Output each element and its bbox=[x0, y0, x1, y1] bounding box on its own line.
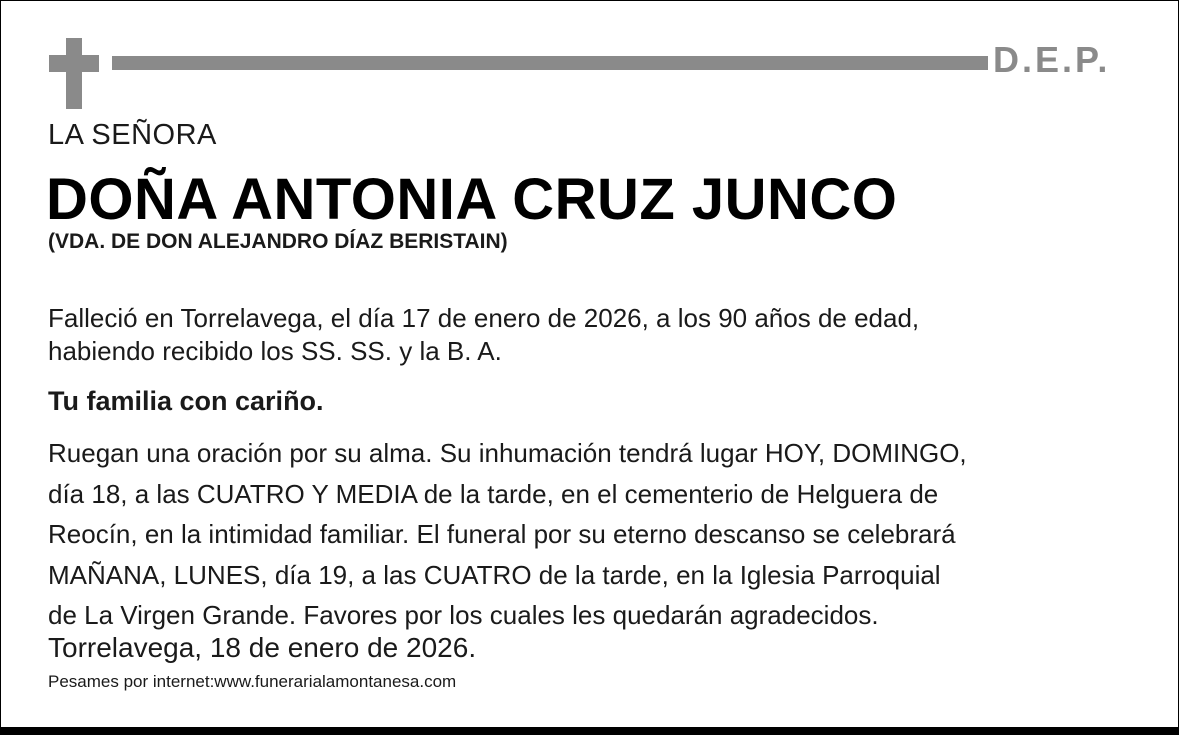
place-date: Torrelavega, 18 de enero de 2026. bbox=[48, 632, 477, 663]
service-line: Ruegan una oración por su alma. Su inhumación tendrá lugar HOY, DOMINGO, bbox=[48, 438, 967, 468]
service-paragraph bbox=[48, 433, 967, 636]
header-rule bbox=[112, 56, 988, 70]
condolences-website: Pesames por internet:www.funerarialamontanesa.com bbox=[48, 672, 457, 691]
family-line: Tu familia con cariño. bbox=[48, 386, 324, 416]
death-paragraph bbox=[48, 302, 919, 368]
service-line: Reocín, en la intimidad familiar. El funeral por su eterno descanso se celebrará bbox=[48, 519, 956, 549]
cross-icon-vertical bbox=[66, 38, 82, 109]
death-line: Falleció en Torrelavega, el día 17 de enero de 2026, a los 90 años de edad, bbox=[48, 303, 920, 333]
service-line: de La Virgen Grande. Favores por los cuales les quedarán agradecidos. bbox=[48, 600, 879, 630]
widow-of-line: (VDA. DE DON ALEJANDRO DÍAZ BERISTAIN) bbox=[48, 230, 508, 253]
title-prefix: LA SEÑORA bbox=[48, 119, 217, 151]
deceased-name: DOÑA ANTONIA CRUZ JUNCO bbox=[46, 167, 898, 232]
death-line: habiendo recibido los SS. SS. y la B. A. bbox=[48, 336, 502, 366]
cross-icon-horizontal bbox=[49, 55, 99, 72]
dep-label: D.E.P. bbox=[993, 39, 1111, 80]
service-line: MAÑANA, LUNES, día 19, a las CUATRO de la tarde, en la Iglesia Parroquial bbox=[48, 559, 941, 590]
service-line: día 18, a las CUATRO Y MEDIA de la tarde, en el cementerio de Helguera de bbox=[48, 478, 939, 509]
